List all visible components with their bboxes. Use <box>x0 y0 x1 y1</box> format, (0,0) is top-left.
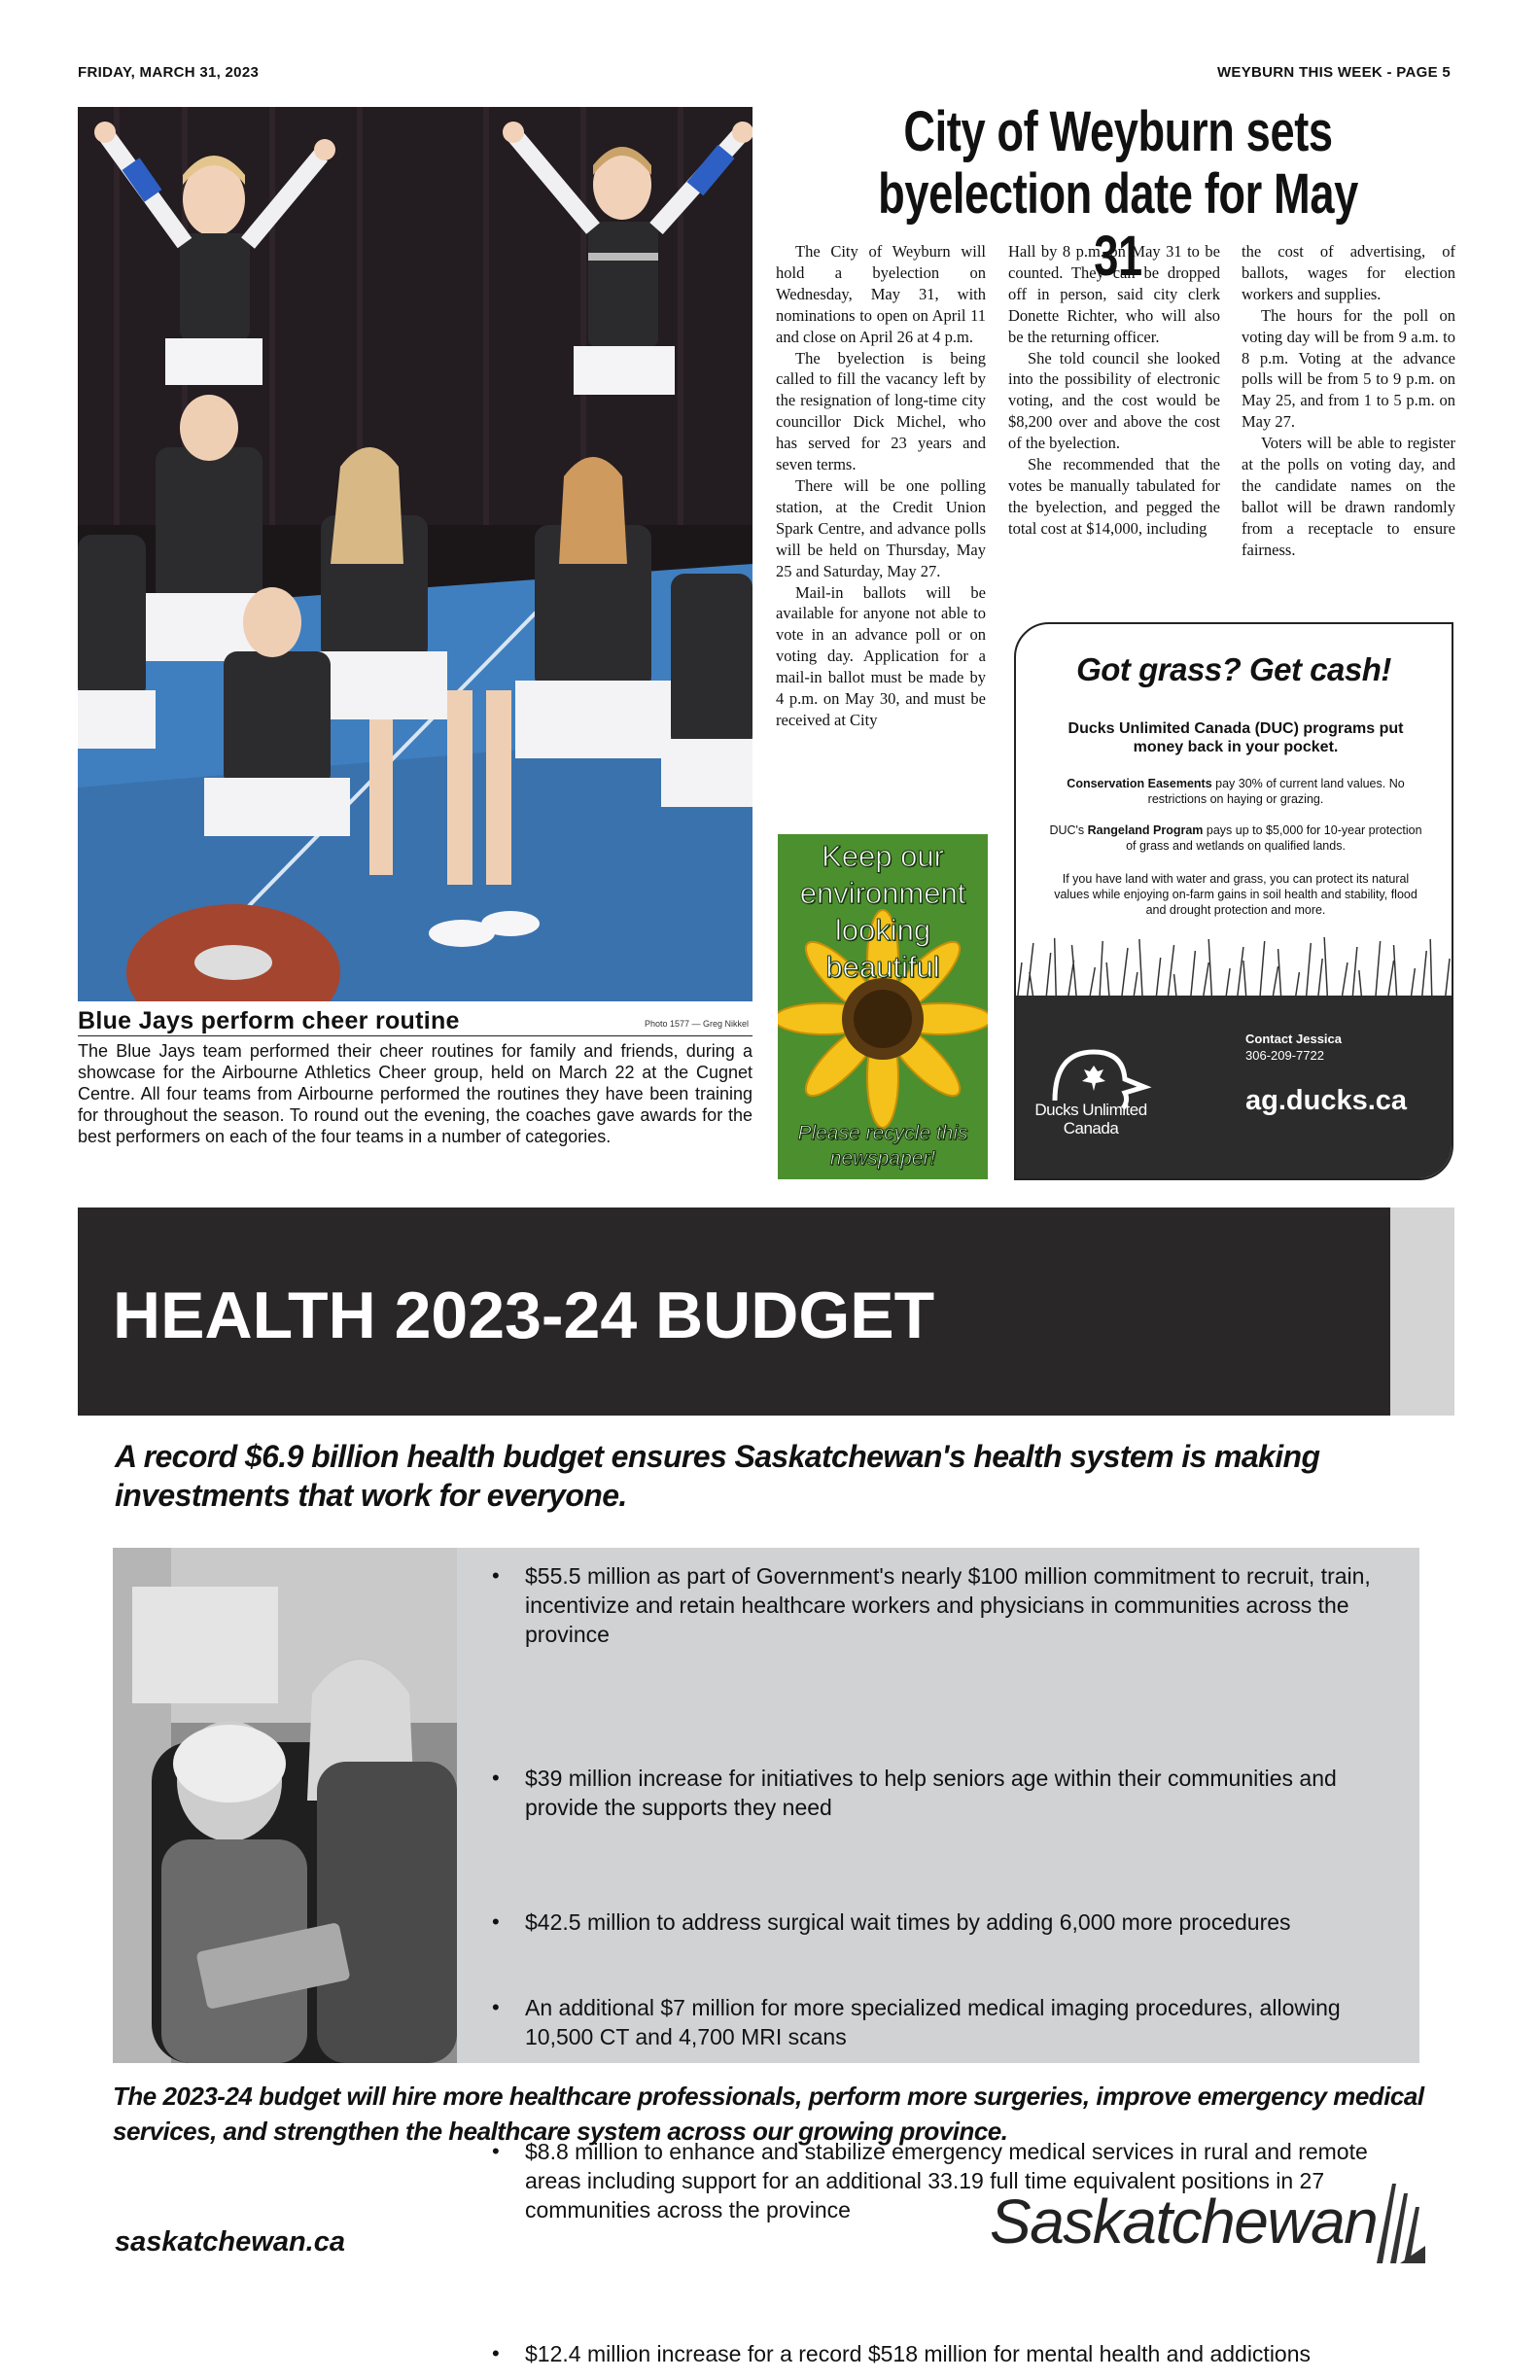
health-budget-outro: The 2023-24 budget will hire more healthcare professionals, perform more surgeries, improve emergency medical services, and strengthen the healthcare system across our growing province. <box>113 2082 1424 2146</box>
budget-bullet: • $12.4 million increase for a record $518 million for mental health and addictions <box>480 2339 1410 2368</box>
ducks-ad-org-name: Ducks Unlimited Canada <box>1034 1101 1147 1138</box>
budget-bullet: • $55.5 million as part of Government's nearly $100 million commitment to recruit, train, incentivize and retain healthcare workers and physicians in communities across the province <box>480 1561 1410 1649</box>
photo-caption-text: The Blue Jays team performed their cheer routines for family and friends, during a showcase for the Airbourne Athletics Cheer group, held on March 22 at the Cugnet Centre. All four teams from Airbourne performed the routines they have been training for throughout the season. To round out the evening, the coaches gave awards for the best performers on each of the four teams in a number of categories. <box>78 1041 752 1146</box>
nurse-senior-photo <box>113 1548 457 2063</box>
wheat-sheaf-icon <box>1371 2178 1425 2265</box>
photo-caption-title: Blue Jays perform cheer routine <box>78 1007 460 1034</box>
recycle-ad <box>778 834 988 1179</box>
saskatchewan-url[interactable]: saskatchewan.ca <box>115 2226 345 2258</box>
budget-bullet: • $39 million increase for initiatives to help seniors age within their communities and provide the supports they need <box>480 1764 1410 1822</box>
page-label: WEYBURN THIS WEEK - PAGE 5 <box>1216 64 1451 81</box>
health-budget-banner <box>78 1208 1454 1416</box>
saskatchewan-logo: Saskatchewan <box>990 2187 1378 2257</box>
article-paragraph: There will be one polling station, at the Credit Union Spark Centre, and advance polls will be held on Thursday, May 25 and Saturday, May 27. <box>776 475 986 580</box>
ducks-unlimited-ad <box>1014 622 1453 1180</box>
recycle-ad-headline: Keep our environment looking beautiful <box>799 839 966 984</box>
recycle-ad-tagline: Please recycle this newspaper! <box>797 1122 968 1170</box>
article-headline: City of Weyburn sets byelection date for May 31 <box>878 100 1358 288</box>
photo-caption-header <box>78 1007 752 1036</box>
ducks-ad-rangeland: DUC's Rangeland Program pays up to $5,000 for 10-year protection of grass and wetlands on qualified lands. <box>1049 823 1422 853</box>
contact-phone: 306-209-7722 <box>1245 1048 1324 1063</box>
ducks-ad-url[interactable]: ag.ducks.ca <box>1245 1085 1408 1116</box>
article-column-1 <box>776 241 986 731</box>
budget-bullet: • An additional $7 million for more specialized medical imaging procedures, allowing 10,500 CT and 4,700 MRI scans <box>480 1993 1410 2051</box>
article-paragraph: The hours for the poll on voting day will be from 9 a.m. to 8 p.m. Voting at the advance polls will be from 5 to 9 p.m. on May 25, and from 1 to 5 p.m. on May 27. <box>1242 305 1455 432</box>
article-column-3 <box>1242 241 1455 561</box>
article-paragraph: Voters will be able to register at the polls on voting day, and the candidate names on the ballot will be drawn randomly from a receptacle to ensure fairness. <box>1242 434 1455 559</box>
article-column-2 <box>1008 241 1220 540</box>
article-paragraph: She told council she looked into the possibility of electronic voting, and the cost would be $8,200 over and above the cost of the byelection. <box>1008 348 1220 453</box>
ducks-ad-title: Got grass? Get cash! <box>1076 651 1391 687</box>
health-budget-intro: A record $6.9 billion health budget ensures Saskatchewan's health system is making investments that work for everyone. <box>115 1439 1320 1513</box>
article-paragraph: Mail-in ballots will be available for anyone not able to vote in an advance poll or on voting day. Application for a mail-in ballot must be made by 4 p.m. on May 30, and must be received at City <box>776 582 986 729</box>
budget-bullet: • $42.5 million to address surgical wait times by adding 6,000 more procedures <box>480 1908 1410 1937</box>
contact-name: Contact Jessica <box>1245 1032 1342 1046</box>
ducks-ad-benefits: If you have land with water and grass, you can protect its natural values while enjoying on-farm gains in soil health and stability, flood and drought protection and more. <box>1054 872 1418 917</box>
banner-accent-strip <box>1390 1208 1454 1416</box>
article-paragraph: The City of Weyburn will hold a byelection on Wednesday, May 31, with nominations to open on April 11 and close on April 26 at 4 p.m. <box>776 242 986 346</box>
ducks-ad-contact <box>1245 1031 1342 1064</box>
article-paragraph: the cost of advertising, of ballots, wages for election workers and supplies. <box>1242 242 1455 303</box>
article-paragraph: The byelection is being called to fill the vacancy left by the resignation of long-time city councillor Dick Michel, who has served for 23 years and seven terms. <box>776 348 986 474</box>
health-budget-title: HEALTH 2023-24 BUDGET <box>113 1278 935 1352</box>
ducks-ad-subtitle: Ducks Unlimited Canada (DUC) programs put money back in your pocket. <box>1068 720 1404 755</box>
photo-credit: Photo 1577 — Greg Nikkel <box>644 1019 749 1029</box>
cheer-photo <box>78 107 752 1001</box>
article-paragraph: Hall by 8 p.m. on May 31 to be counted. They can be dropped off in person, said city clerk Donette Richter, who will also be the returning officer. <box>1008 242 1220 346</box>
issue-date: FRIDAY, MARCH 31, 2023 <box>78 64 260 81</box>
ducks-ad-easements: Conservation Easements pay 30% of current land values. No restrictions on haying or grazing. <box>1067 777 1405 806</box>
article-paragraph: She recommended that the votes be manually tabulated for the byelection, and pegged the total cost at $14,000, including <box>1008 455 1220 538</box>
budget-bullet: • $8.8 million to enhance and stabilize emergency medical services in rural and remote areas including support for an additional 33.19 full time equivalent positions in 27 communities across the province <box>480 2137 1410 2224</box>
